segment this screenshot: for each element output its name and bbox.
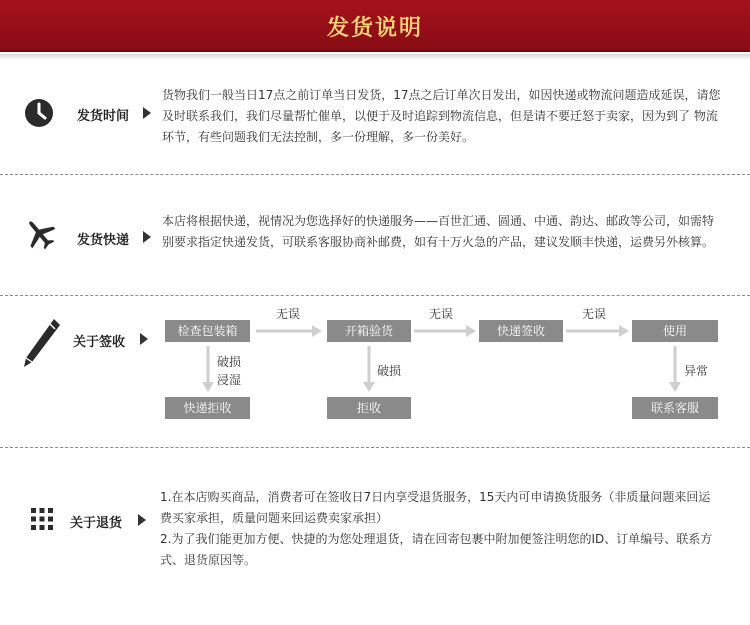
divider bbox=[0, 295, 750, 296]
shipping-time-label: 发货时间 bbox=[77, 109, 130, 124]
branch-abnormal-label: 异常 bbox=[684, 364, 709, 378]
returns-label: 关于退货 bbox=[70, 516, 123, 531]
flow-arrow-down-icon bbox=[362, 346, 376, 392]
chevron-right-icon bbox=[140, 333, 148, 345]
chevron-right-icon bbox=[143, 107, 151, 119]
airplane-icon bbox=[22, 216, 58, 252]
flow-arrow-right-icon bbox=[414, 325, 476, 337]
header-banner bbox=[0, 0, 750, 52]
courier-text: 本店将根据快递，视情况为您选择好的快递服务——百世汇通、圆通、中通、韵达、邮政等公司，如需特别要求指定快递发货，可联系客服协商补邮费，如有十万火急的产品，建议发顺丰快递，运费另外核算。 bbox=[162, 214, 715, 249]
shipping-time-text: 货物我们一般当日17点之前订单当日发货，17点之后订单次日发出，如因快递或物流问题造成延误，请您及时联系我们，我们尽量帮忙催单，以便于及时追踪到物流信息，但是请不要迁怒于卖家，因为到了 物流环节，有些问题我们无法控制，多一份理解，多一份美好。 bbox=[162, 88, 721, 144]
chevron-right-icon bbox=[143, 231, 151, 243]
divider bbox=[0, 447, 750, 448]
flow-ok-label: 无误 bbox=[276, 307, 301, 321]
clock-icon bbox=[24, 98, 54, 128]
flow-arrow-right-icon bbox=[566, 325, 629, 337]
returns-text-2: 2.为了我们能更加方便、快捷的为您处理退货，请在回寄包裹中附加便签注明您的ID、订单编号、联系方式、退货原因等。 bbox=[160, 532, 713, 567]
branch-wet-label: 浸湿 bbox=[217, 373, 242, 387]
divider bbox=[0, 174, 750, 175]
banner-shadow bbox=[0, 54, 750, 60]
courier-label: 发货快递 bbox=[77, 233, 130, 248]
branch-damaged-label: 破损 bbox=[217, 355, 242, 369]
flow-step-unbox-inspect: 开箱验货 bbox=[327, 320, 411, 342]
flow-step-courier-sign: 快递签收 bbox=[479, 320, 563, 342]
returns-text-1: 1.在本店购买商品，消费者可在签收日7日内享受退货服务，15天内可申请换货服务（非质量问题来回运费买家承担，质量问题来回运费卖家承担） bbox=[160, 490, 711, 525]
flow-result-courier-reject: 快递拒收 bbox=[165, 397, 250, 419]
flow-ok-label: 无误 bbox=[429, 307, 454, 321]
flow-step-check-package: 检查包装箱 bbox=[165, 320, 250, 342]
flow-arrow-down-icon bbox=[201, 346, 215, 392]
grid-icon bbox=[31, 508, 53, 530]
sign-label: 关于签收 bbox=[73, 335, 126, 350]
flow-result-contact-support: 联系客服 bbox=[632, 397, 718, 419]
flow-arrow-right-icon bbox=[256, 325, 322, 337]
flow-ok-label: 无误 bbox=[582, 307, 607, 321]
flow-step-use: 使用 bbox=[632, 320, 718, 342]
flow-result-reject: 拒收 bbox=[327, 397, 411, 419]
page-title: 发货说明 bbox=[326, 16, 423, 41]
branch-damaged-label: 破损 bbox=[377, 364, 402, 378]
flow-arrow-down-icon bbox=[668, 346, 682, 392]
chevron-right-icon bbox=[138, 514, 146, 526]
pen-icon bbox=[20, 316, 62, 370]
